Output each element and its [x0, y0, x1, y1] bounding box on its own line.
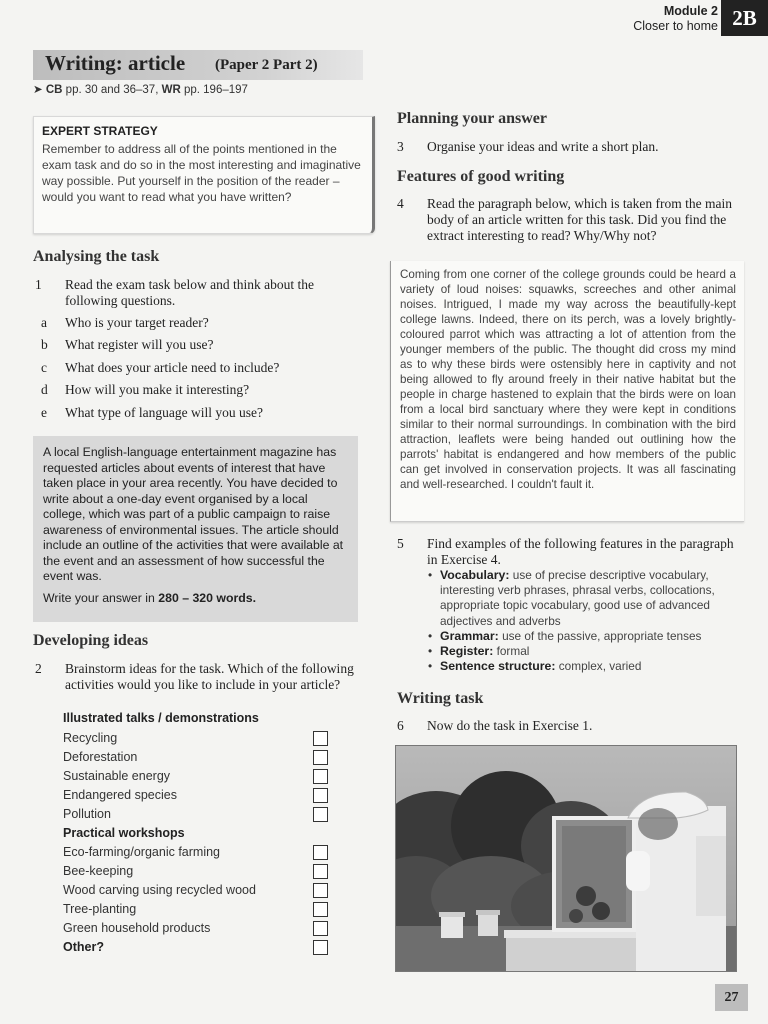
group-heading-workshops: Practical workshops: [63, 826, 185, 840]
planning-heading: Planning your answer: [397, 110, 547, 127]
wr-label: WR: [161, 84, 181, 96]
exercise-number: 6: [397, 718, 404, 733]
feature-label: Sentence structure:: [440, 659, 556, 674]
exercise-6-text: Now do the task in Exercise 1.: [427, 718, 593, 733]
exercise-1: [35, 277, 355, 311]
activity-checkbox[interactable]: [313, 731, 328, 746]
activity-label: Deforestation: [63, 750, 138, 764]
other-label: Other?: [63, 940, 104, 954]
exercise-5-text: Find examples of the following features in the paragraph in Exercise 4.: [427, 536, 734, 567]
feature-text: complex, varied: [558, 659, 642, 674]
features-list: [428, 568, 738, 674]
exam-task-text: A local English-language entertainment magazine has requested articles about events of interest that have taken place in your area recently. You have decided to write about a one-day event organised by a local college, which was part of a public campaign to raise awareness of environmental issues. The article should include an outline of the activities that were available at the event and an assessment of how successful the event was.: [43, 445, 344, 583]
word-requirement: [43, 591, 348, 607]
activity-checkbox[interactable]: [313, 940, 328, 955]
question-c: [41, 360, 351, 376]
exercise-3: [397, 139, 737, 155]
activity-label: Green household products: [63, 921, 211, 935]
activity-label: Endangered species: [63, 788, 177, 802]
question-letter: b: [41, 337, 48, 352]
activity-checkbox[interactable]: [313, 769, 328, 784]
cb-label: CB: [45, 84, 63, 96]
developing-heading: Developing ideas: [33, 632, 149, 649]
exercise-number: 2: [35, 661, 42, 676]
module-label: [618, 0, 718, 34]
page-title: Writing: article: [45, 51, 186, 75]
exercise-4: [397, 196, 739, 246]
feature-label: Grammar:: [440, 628, 499, 643]
activity-checkbox[interactable]: [313, 750, 328, 765]
question-e: [41, 405, 351, 421]
question-letter: e: [41, 405, 47, 420]
paper-label: (Paper 2 Part 2): [215, 57, 318, 73]
exercise-number: 4: [397, 196, 404, 211]
question-d: [41, 382, 351, 398]
list-item: [428, 644, 738, 659]
analysing-heading: Analysing the task: [33, 248, 160, 265]
exercise-number: 1: [35, 277, 42, 292]
exercise-2-text: Brainstorm ideas for the task. Which of the following activities would you like to include in your article?: [65, 661, 354, 692]
question-text: Who is your target reader?: [65, 315, 209, 330]
question-letter: d: [41, 382, 48, 397]
writing-task-heading: Writing task: [397, 690, 484, 707]
group-heading-talks: Illustrated talks / demonstrations: [63, 711, 259, 725]
book-references: [33, 82, 248, 96]
question-a: [41, 315, 351, 331]
features-heading: Features of good writing: [397, 168, 565, 185]
article-extract: Coming from one corner of the college grounds could be heard a variety of loud noises: squawks, screeches and other animal noises. Intrigued, I made my way across the beautifully-kept college lawns. Indeed, there on its perch, was a lovely brightly-coloured parrot which was attracting a lot of attention from the younger members of the public. The thought did cross my mind as to why these birds were ostensibly here in captivity and not being allowed to fly around freely in their native habitat but the people in charge hastened to explain that the birds were on loan from a local bird sanctuary where they were kept in conditions similar to their normal surroundings. In combination with the bird attraction, leaflets were being handed out outlining how the parrots' habitat is endangered and how members of the public can get involved in conservation projects. It was all fascinating and well-researched. I couldn't fault it.: [390, 261, 744, 522]
page-title-bar: [33, 50, 363, 80]
wr-pages: pp. 196–197: [183, 84, 248, 96]
activity-label: Pollution: [63, 807, 111, 821]
expert-strategy-box: [33, 116, 375, 234]
exercise-3-text: Organise your ideas and write a short plan.: [427, 139, 659, 154]
question-letter: a: [41, 315, 47, 330]
beekeeper-photo: [395, 745, 737, 972]
expert-strategy-text: Remember to address all of the points mentioned in the exam task and do so in the most interesting and imaginative way possible. Put yourself in the position of the reader – would you want to read what you have written?: [42, 142, 361, 204]
beekeeper-illustration: [396, 746, 737, 972]
activity-label: Bee-keeping: [63, 864, 134, 878]
list-item: [428, 568, 738, 629]
exercise-6: [397, 718, 739, 734]
exercise-4-text: Read the paragraph below, which is taken from the main body of an article written for this task. Did you find the extract interesting to read? Why/Why not?: [427, 196, 733, 243]
question-text: What type of language will you use?: [65, 405, 263, 420]
word-requirement-prefix: Write your answer in: [43, 590, 155, 605]
word-count: 280 – 320 words.: [158, 590, 257, 605]
activity-checkbox[interactable]: [313, 864, 328, 879]
activity-checkbox[interactable]: [313, 807, 328, 822]
list-item: [428, 629, 738, 644]
activity-label: Recycling: [63, 731, 118, 745]
module-number: Module 2: [663, 4, 718, 18]
activity-label: Eco-farming/organic farming: [63, 845, 221, 859]
exercise-2: [35, 661, 355, 711]
activity-label: Sustainable energy: [63, 769, 171, 783]
question-text: What does your article need to include?: [65, 360, 280, 375]
activity-checkbox[interactable]: [313, 883, 328, 898]
list-item: [428, 659, 738, 674]
feature-text: use of precise descriptive vocabulary, interesting verb phrases, phrasal verbs, collocations, appropriate topic vocabulary, good use of advanced adjectives and adverbs: [440, 568, 715, 628]
activity-label: Tree-planting: [63, 902, 137, 916]
cb-pages: pp. 30 and 36–37,: [65, 84, 159, 96]
feature-label: Register:: [440, 644, 494, 659]
expert-strategy-heading: EXPERT STRATEGY: [42, 124, 158, 138]
arrow-icon: ➤: [33, 84, 43, 96]
exercise-1-text: Read the exam task below and think about the following questions.: [65, 277, 314, 308]
activity-checkbox[interactable]: [313, 921, 328, 936]
activity-label: Wood carving using recycled wood: [63, 883, 256, 897]
feature-label: Vocabulary:: [440, 568, 510, 582]
feature-text: formal: [496, 644, 530, 659]
page-number: 27: [715, 984, 748, 1011]
question-letter: c: [41, 360, 47, 375]
exercise-number: 5: [397, 536, 404, 551]
activity-checkbox[interactable]: [313, 788, 328, 803]
activity-checkbox[interactable]: [313, 902, 328, 917]
question-text: How will you make it interesting?: [65, 382, 250, 397]
exercise-5: [397, 536, 739, 570]
exam-task-box: [33, 436, 358, 622]
exercise-number: 3: [397, 139, 404, 154]
question-text: What register will you use?: [65, 337, 214, 352]
question-b: [41, 337, 351, 353]
module-title: Closer to home: [633, 19, 718, 33]
unit-tag: 2B: [721, 0, 768, 36]
feature-text: use of the passive, appropriate tenses: [502, 628, 702, 643]
activity-checkbox[interactable]: [313, 845, 328, 860]
